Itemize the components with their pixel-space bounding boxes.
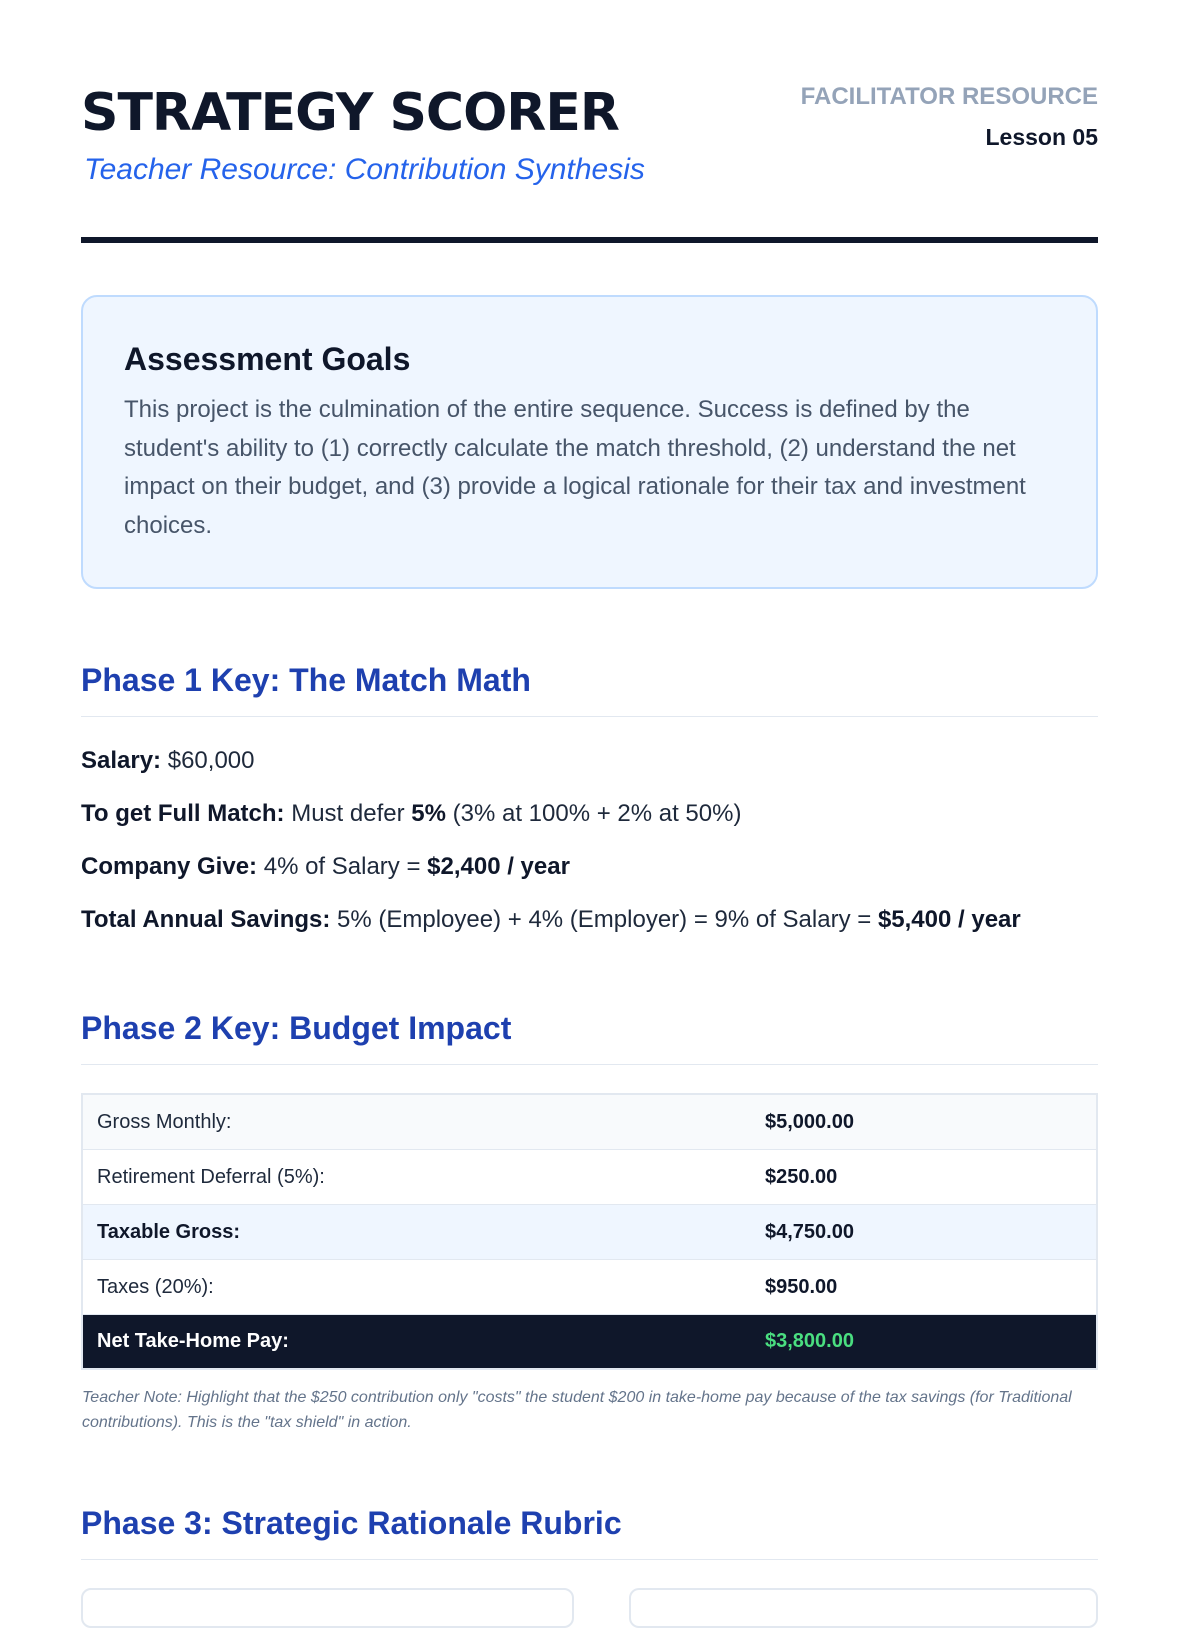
salary-value: $60,000: [167, 747, 255, 774]
rubric-card: [81, 1588, 574, 1628]
row-value: $250.00: [765, 1165, 838, 1188]
full-match-percent: 5%: [411, 800, 446, 827]
company-give-formula: 4% of Salary =: [263, 853, 421, 880]
phase1-heading: Phase 1 Key: The Match Math: [81, 660, 1098, 717]
company-give-amount: $2,400 / year: [427, 853, 570, 880]
full-match-label: To get Full Match:: [81, 800, 285, 827]
row-value: $4,750.00: [765, 1220, 854, 1243]
company-give-label: Company Give:: [81, 853, 258, 880]
full-match-breakdown: (3% at 100% + 2% at 50%): [452, 800, 742, 827]
row-label: Taxable Gross:: [97, 1220, 241, 1243]
header-meta: [801, 82, 1098, 152]
row-label: Net Take-Home Pay:: [97, 1330, 289, 1352]
teacher-note: Teacher Note: Highlight that the $250 contribution only "costs" the student $200 in take-home pay because of the tax savings (for Traditional contributions). This is the "tax shield" in action.: [82, 1389, 1072, 1431]
row-label: Gross Monthly:: [97, 1110, 232, 1133]
row-value: $950.00: [765, 1275, 838, 1298]
row-value: $5,000.00: [765, 1110, 854, 1133]
phase2-heading: Phase 2 Key: Budget Impact: [81, 1008, 1098, 1065]
total-savings-amount: $5,400 / year: [877, 906, 1021, 933]
lesson-label: Lesson 05: [985, 124, 1098, 150]
page-header: [81, 0, 1098, 243]
salary-label: Salary:: [81, 747, 162, 774]
assessment-goals-text: This project is the culmination of the entire sequence. Success is defined by the student's ability to (1) correctly calculate the match threshold, (2) understand the net impact on their budget, and (3) provide a logical rationale for their tax and investment choices.: [124, 396, 1026, 539]
page-title: STRATEGY SCORER: [81, 83, 619, 143]
table-row: [83, 1095, 1096, 1150]
assessment-goals-box: [81, 295, 1098, 589]
salary-line: [81, 746, 255, 776]
full-match-line: [81, 799, 741, 829]
resource-label: FACILITATOR RESOURCE: [800, 83, 1098, 110]
total-savings-line: [81, 905, 1021, 935]
table-row: [83, 1205, 1096, 1260]
row-label: Taxes (20%):: [97, 1275, 214, 1298]
full-match-prefix: Must defer: [291, 800, 405, 827]
assessment-goals-title: Assessment Goals: [124, 341, 411, 377]
budget-table: [81, 1093, 1098, 1370]
table-row: [83, 1150, 1096, 1205]
net-take-home-value: $3,800.00: [765, 1330, 854, 1352]
rubric-card: [629, 1588, 1098, 1628]
page-subtitle: Teacher Resource: Contribution Synthesis: [84, 153, 645, 186]
net-take-home-row: [83, 1315, 1096, 1368]
phase3-heading: Phase 3: Strategic Rationale Rubric: [81, 1503, 1098, 1560]
company-give-line: [81, 852, 570, 882]
total-savings-formula: 5% (Employee) + 4% (Employer) = 9% of Salary =: [337, 906, 872, 933]
row-label: Retirement Deferral (5%):: [97, 1165, 325, 1188]
table-row: [83, 1260, 1096, 1315]
total-savings-label: Total Annual Savings:: [81, 906, 331, 933]
